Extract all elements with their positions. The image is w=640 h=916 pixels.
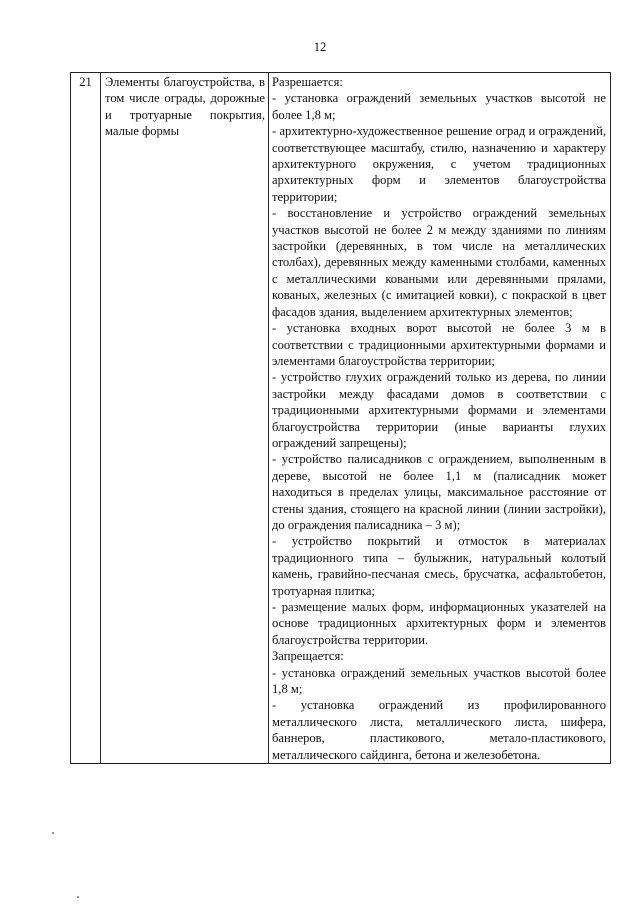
permitted-item: - установка ограждений земельных участков высотой не более 1,8 м; [272,91,606,122]
scan-speck [52,832,54,834]
permitted-item: - размещение малых форм, информационных указателей на основе традиционных архитектурных форм и элементов благоустройства территории. [272,600,606,647]
content-cell [269,73,611,764]
element-cell [101,73,269,764]
permitted-heading: Разрешается: [272,75,343,89]
permitted-item: - архитектурно-художественное решение оград и ограждений, соответствующее масштабу, стилю, назначению и характеру архитектурного окружения, с учетом традиционных архитектурных форм и элементов благоустройства территории; [272,124,606,204]
prohibited-item: - установка ограждений из профилированного металлического листа, металлического листа, шифера, баннеров, пластикового, метало-пластикового, металлического сайдинга, бетона и железобетона. [272,698,606,762]
permitted-item: - устройство покрытий и отмосток в материалах традиционного типа – булыжник, натуральный колотый камень, гравийно-песчаная смесь, брусчатка, асфальтобетон, тротуарная плитка; [272,534,606,598]
permitted-item: - восстановление и устройство ограждений земельных участков высотой не более 2 м между зданиями по линиям застройки (деревянных, в том числе на металлических столбах), деревянных между каменными столбами, каменных с металлическими коваными или деревянными прялами, кованых, железных (с имитацией ковки), с покраской в цвет фасадов здания, выделением архитектурных элементов; [272,206,606,319]
prohibited-item: - установка ограждений земельных участков высотой более 1,8 м; [272,665,606,697]
page-number: 12 [313,40,327,54]
permitted-item: - устройство палисадников с ограждением, выполненным в дереве, высотой не более 1,1 м (палисадник может находиться в пределах улицы, максимальное расстояние от стены здания, стоящего на красной линии (линии застройки), до ограждения палисадника – 3 м); [272,452,606,532]
regulations-table [70,72,611,764]
permitted-item: - устройство глухих ограждений только из дерева, по линии застройки между фасадами домов в соответствии с традиционными архитектурными формами и элементами благоустройства территории (иные варианты глухих ограждений запрещены); [272,370,606,450]
permitted-item: - установка входных ворот высотой не более 3 м в соответствии с традиционными архитектурными формами и элементами благоустройства территории; [272,321,606,368]
element-name: Элементы благоустройства, в том числе ограды, дорожные и тротуарные покрытия, малые формы [105,75,265,139]
table-row [71,73,611,764]
scan-speck [77,896,79,898]
prohibited-heading: Запрещается: [272,649,344,664]
row-number: 21 [71,73,101,764]
